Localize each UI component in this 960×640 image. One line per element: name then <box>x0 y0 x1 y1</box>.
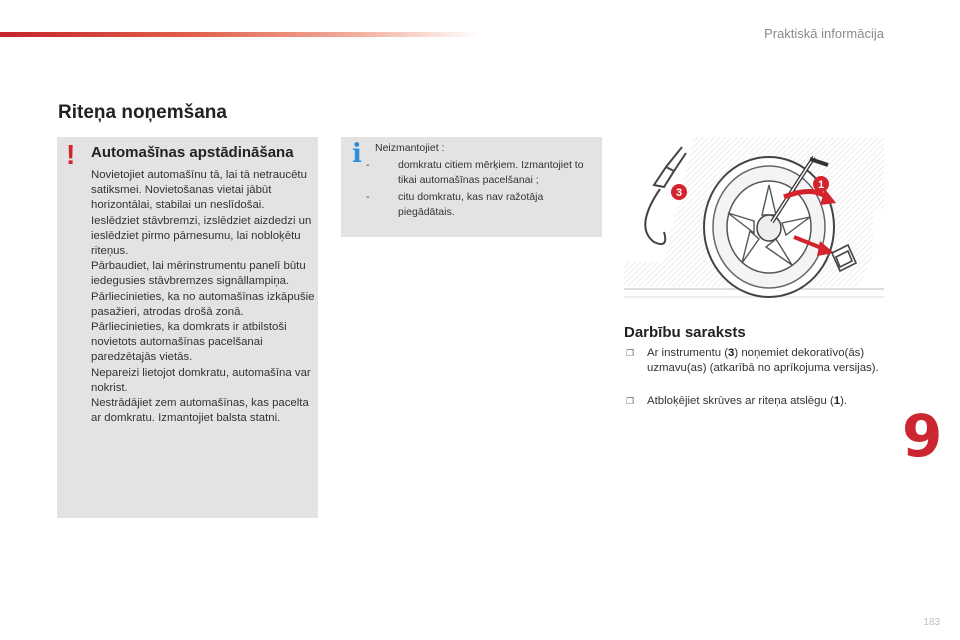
step-ref: 1 <box>833 395 841 407</box>
warning-title: Automašīnas apstādināšana <box>91 144 294 161</box>
step-item <box>626 346 884 376</box>
wheel-removal-illustration <box>624 137 884 303</box>
checkbox-bullet-icon: ❐ <box>626 396 635 406</box>
page-number: 183 <box>923 617 940 628</box>
info-list-item <box>366 158 598 188</box>
step-text: ). <box>840 395 848 407</box>
warning-paragraph: Pārbaudiet, lai mērinstrumentu panelī būtu iedegusies stāvbremzes signāllampiņa. <box>91 260 306 288</box>
dash-bullet: - <box>366 159 370 171</box>
warning-box <box>57 137 318 518</box>
info-intro: Neizmantojiet : <box>375 142 445 154</box>
info-item-text: citu domkratu, kas nav ražotāja piegādātais. <box>398 191 544 218</box>
warning-paragraph: Pārliecinieties, ka domkrats ir atbilstoši novietots automašīnas pacelšanai paredzētajās vietās. <box>91 321 287 364</box>
dash-bullet: - <box>366 191 370 203</box>
info-icon: i <box>352 139 362 169</box>
info-item-text: domkratu citiem mērķiem. Izmantojiet to tikai automašīnas pacelšanai ; <box>398 159 584 186</box>
info-list-item <box>366 190 598 220</box>
step-text: ) noņemiet dekoratīvo(ās) uzmavu(as) (atkarībā no aprīkojuma versijas). <box>647 347 879 375</box>
wheel-icon <box>624 137 884 303</box>
exclamation-icon: ! <box>66 139 76 170</box>
warning-text <box>91 168 315 426</box>
warning-paragraph: Ieslēdziet stāvbremzi, izslēdziet aizdedzi un ieslēdziet pirmo pārnesumu, lai nobloķētu riteņus. <box>91 214 312 258</box>
warning-paragraph: Nepareizi lietojot domkratu, automašīna var nokrist. <box>91 366 311 394</box>
checkbox-bullet-icon: ❐ <box>626 348 635 358</box>
chapter-number: 9 <box>902 402 943 470</box>
steps-title: Darbību saraksts <box>624 324 746 341</box>
chapter-header-title: Praktiskā informācija <box>764 26 884 41</box>
header-accent-bar <box>0 32 480 37</box>
section-title: Riteņa noņemšana <box>58 102 227 123</box>
callout-1: 1 <box>817 179 825 191</box>
step-item <box>626 394 884 409</box>
step-text: Atbloķējiet skrūves ar riteņa atslēgu ( <box>647 395 834 407</box>
warning-paragraph: Nestrādājiet zem automašīnas, kas pacelta ar domkratu. Izmantojiet balsta statni. <box>91 397 309 425</box>
step-text: Ar instrumentu ( <box>647 347 729 359</box>
callout-3: 3 <box>675 187 683 199</box>
step-ref: 3 <box>728 347 735 359</box>
warning-paragraph: Pārliecinieties, ka no automašīnas izkāpušie pasažieri, atrodas drošā zonā. <box>91 290 315 318</box>
info-box <box>341 137 602 237</box>
warning-paragraph: Novietojiet automašīnu tā, lai tā netraucētu satiksmei. Novietošanas vietai jābūt horizontālai, stabilai un neslīdošai. <box>91 169 307 212</box>
